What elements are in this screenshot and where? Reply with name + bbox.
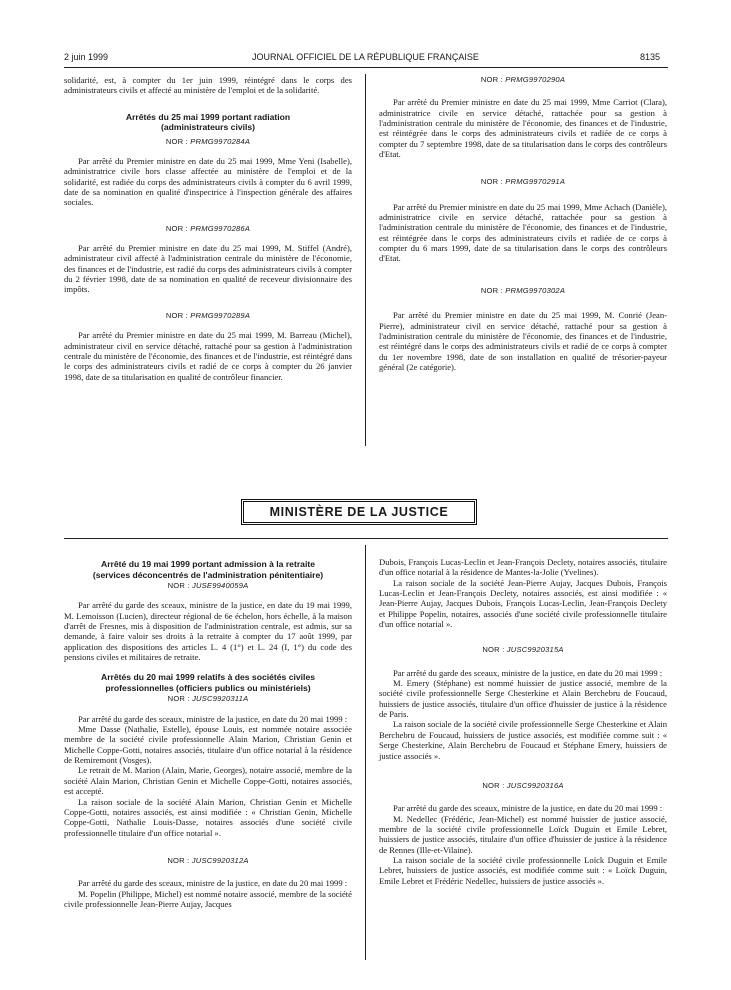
section-heading-line1: Arrêté du 19 mai 1999 portant admission à la retraite <box>101 559 315 569</box>
header-rule <box>64 67 668 68</box>
nor-code: PRMG9970286A <box>190 223 251 233</box>
decree-paragraph: La raison sociale de la société civile professionnelle Loïck Duguin et Emile Lebret, huissiers de justice associés, est modifiée comme suit : « Loïck Duguin, Emile Lebret et Frédéric Nedellec, huissiers de justice associés ». <box>379 854 667 886</box>
nor-reference <box>64 581 352 591</box>
column-divider-top <box>365 74 366 446</box>
column-top-right <box>379 75 667 372</box>
decree-paragraph: Par arrêté du garde des sceaux, ministre de la justice, en date du 20 mai 1999 : <box>393 667 663 678</box>
column-top-left <box>64 75 352 382</box>
decree-paragraph: Par arrêté du garde des sceaux, ministre de la justice, en date du 19 mai 1999, M. Lemoisson (Lucien), directeur régional de 6e échelon, hors échelle, à la maison d'arrêt de Fresnes, mis à disposition de l'administration centrale, est admis, sur sa demande, à faire valoir ses droits à la retraite à compter du 17 août 1999, par application des dispositions des articles L. 4 (1°) et L. 24 (I, 1°) du code des pensions civiles et militaires de retraite. <box>64 600 352 663</box>
nor-label: NOR : <box>482 645 505 655</box>
nor-reference <box>379 177 667 187</box>
section-heading <box>64 112 352 133</box>
nor-code: JUSC9920316A <box>506 780 564 790</box>
nor-reference <box>64 137 352 147</box>
column-divider-bottom <box>365 545 366 960</box>
column-bottom-right <box>379 557 667 886</box>
decree-paragraph: Dubois, François Lucas-Leclin et Jean-François Declety, notaires associés, titulaire d'un office notarial à la résidence de Mantes-la-Jolie (Yvelines). <box>379 557 667 578</box>
nor-reference <box>379 75 667 85</box>
nor-code: JUSC9920315A <box>506 645 564 655</box>
decree-paragraph: Par arrêté du Premier ministre en date du 25 mai 1999, Mme Achach (Danièle), administratrice civile en service détaché, rattachée pour sa gestion à l'administration centrale du ministère de l'économie, des finances et de l'industrie, est réintégrée dans le corps des administrateurs civils et radiée de ce corps à compter du 6 mars 1999, date de sa titularisation dans le corps des contrôleurs d'Etat. <box>379 201 667 264</box>
ministry-rule <box>64 538 668 539</box>
decree-paragraph: Par arrêté du garde des sceaux, ministre de la justice, en date du 20 mai 1999 : <box>78 878 348 889</box>
nor-label: NOR : <box>165 223 188 233</box>
decree-paragraph: Par arrêté du Premier ministre en date du 25 mai 1999, M. Stiffel (André), administrateur civil affecté à l'administration centrale du ministère de l'économie, des finances et de l'industrie, est radié du corps des administrateurs civils à compter du 2 février 1998, date de sa nomination en qualité de receveur divisionnaire des impôts. <box>64 243 352 295</box>
column-bottom-left <box>64 547 352 909</box>
section-heading-line2: professionnelles (officiers publics ou ministériels) <box>105 682 311 693</box>
nor-label: NOR : <box>165 310 188 320</box>
nor-label: NOR : <box>480 75 503 84</box>
decree-paragraph: Par arrêté du Premier ministre en date du 25 mai 1999, M. Conrié (Jean-Pierre), administrateur civil en service détaché, rattaché pour sa gestion à l'administration centrale du ministère de l'économie, des finances et de l'industrie, est réintégré dans le corps des administrateurs civils et radié de ce corps à compter du 1er novembre 1998, date de son installation en qualité de trésorier-payeur général (2e catégorie). <box>379 310 667 372</box>
decree-paragraph: Par arrêté du Premier ministre en date du 25 mai 1999, Mme Yeni (Isabelle), administratrice civile hors classe affectée au ministère de l'emploi et de la solidarité, est radiée du corps des administrateurs civils à compter du 6 avril 1999, date de sa nomination en qualité d'inspectrice à l'inspection générale des affaires sociales. <box>64 156 352 208</box>
nor-code: JUSC9920312A <box>191 855 249 865</box>
nor-code: PRMG9970291A <box>505 177 566 187</box>
decree-paragraph: Mme Dasse (Nathalie, Estelle), épouse Louis, est nommée notaire associée membre de la société civile professionnelle Alain Marion, Christian Genin et Michelle Coppe-Gotti, notaires associés, titulaire d'un office notarial à la résidence de Remiremont (Vosges). <box>64 724 352 766</box>
nor-label: NOR : <box>480 177 503 187</box>
nor-label: NOR : <box>167 581 190 590</box>
nor-code: PRMG9970284A <box>190 136 251 146</box>
section-heading-line1: Arrêtés du 25 mai 1999 portant radiation <box>125 111 291 122</box>
nor-label: NOR : <box>482 780 505 790</box>
nor-code: PRMG9970302A <box>505 285 566 295</box>
decree-paragraph: M. Nedellec (Frédéric, Jean-Michel) est nommé huissier de justice associé, membre de la société civile professionnelle Loïck Duguin et Emile Lebret, huissiers de justice associés, titulaire d'un office d'huissier de justice à la résidence de Rennes (Ille-et-Vilaine). <box>379 813 667 855</box>
nor-code: PRMG9970290A <box>505 75 566 84</box>
section-heading-line2: (administrateurs civils) <box>160 122 256 133</box>
decree-paragraph: Par arrêté du garde des sceaux, ministre de la justice, en date du 20 mai 1999 : <box>78 713 348 724</box>
nor-label: NOR : <box>167 694 190 704</box>
decree-paragraph: La raison sociale de la société Alain Marion, Christian Genin et Michelle Coppe-Gotti, notaires associés, est ainsi modifiée : « Christian Genin, Michelle Coppe-Gotti, Nathalie Louis-Dasse, notaires associés d'une société civile professionnelle titulaire d'un office notarial ». <box>64 796 352 838</box>
decree-paragraph: Par arrêté du garde des sceaux, ministre de la justice, en date du 20 mai 1999 : <box>393 803 663 814</box>
header-journal-title: JOURNAL OFFICIEL DE LA RÉPUBLIQUE FRANÇAISE <box>252 52 479 62</box>
section-heading <box>64 559 352 580</box>
ministry-banner <box>241 499 477 525</box>
nor-code: JUSE9940059A <box>191 581 249 590</box>
section-heading-line1: Arrêtés du 20 mai 1999 relatifs à des sociétés civiles <box>100 672 315 683</box>
nor-reference <box>64 224 352 234</box>
decree-paragraph: M. Popelin (Philippe, Michel) est nommé notaire associé, membre de la société civile professionnelle Jean-Pierre Aujay, Jacques <box>64 888 352 909</box>
nor-code: JUSC9920311A <box>192 694 249 704</box>
decree-paragraph: Par arrêté du Premier ministre en date du 25 mai 1999, Mme Carriot (Clara), administratrice civile en service détaché, rattachée pour sa gestion à l'administration centrale du ministère de l'économie, des finances et de l'industrie, est réintégrée dans le corps des administrateurs civils et radiée de ce corps à compter du 7 septembre 1998, date de sa titularisation dans le corps des contrôleurs d'Etat. <box>379 97 667 160</box>
nor-reference <box>64 694 352 704</box>
nor-label: NOR : <box>480 285 503 295</box>
nor-reference <box>379 781 667 791</box>
nor-label: NOR : <box>167 855 190 865</box>
header-date: 2 juin 1999 <box>64 52 109 62</box>
decree-paragraph: La raison sociale de la société civile professionnelle Serge Chesterkine et Alain Berchebru de Foucaud, huissiers de justice associés, est modifiée comme suit : « Serge Chesterkine, Alain Berchebru de Foucaud et Stéphane Emery, huissiers de justice associés ». <box>379 719 667 761</box>
decree-paragraph: Le retrait de M. Marion (Alain, Marie, Georges), notaire associé, membre de la société Alain Marion, Christian Genin et Michelle Coppe-Gotti, notaires associés, est accepté. <box>64 765 352 797</box>
decree-paragraph: Par arrêté du Premier ministre en date du 25 mai 1999, M. Barreau (Michel), administrateur civil en service détaché, rattaché pour sa gestion à l'administration centrale du ministère de l'économie, des finances et de l'industrie, est réintégré dans le corps des administrateurs civils et radié de ce corps à compter du 26 janvier 1998, date de sa titularisation en qualité de contrôleur financier. <box>64 330 352 382</box>
decree-paragraph: M. Emery (Stéphane) est nommé huissier de justice associé, membre de la société civile professionnelle Serge Chesterkine et Alain Berchebru de Foucaud, huissiers de justice associés, titulaire d'un office d'huissier de justice à la résidence de Paris. <box>379 678 667 720</box>
section-heading-line2: (services déconcentrés de l'administration pénitentiaire) <box>92 569 324 580</box>
intro-paragraph: solidarité, est, à compter du 1er juin 1999, réintégré dans le corps des administrateurs civils et affecté au ministère de l'emploi et de la solidarité. <box>64 75 352 96</box>
nor-reference <box>379 645 667 655</box>
ministry-title: MINISTÈRE DE LA JUSTICE <box>243 501 475 523</box>
nor-label: NOR : <box>165 136 188 146</box>
nor-reference <box>379 286 667 296</box>
nor-code: PRMG9970289A <box>190 310 251 320</box>
nor-reference <box>64 856 352 866</box>
nor-reference <box>64 311 352 321</box>
decree-paragraph: La raison sociale de la société Jean-Pierre Aujay, Jacques Dubois, François Lucas-Leclin et Jean-François Declety, notaires associés, est ainsi modifiée : « Jean-Pierre Aujay, Jacques Dubois, François Lucas-Leclin, Jean-François Declety et Philippe Popelin, notaires, associés d'une société civile professionnelle titulaire d'un office notarial ». <box>379 577 667 630</box>
header-page-number: 8135 <box>640 52 661 62</box>
section-heading <box>64 672 352 693</box>
